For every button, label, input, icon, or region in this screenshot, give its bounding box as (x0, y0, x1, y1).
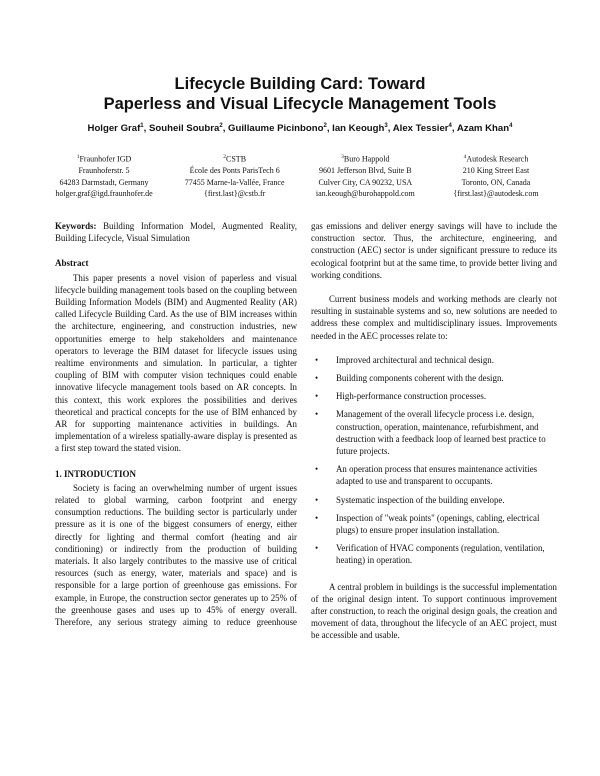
bullet-icon: • (315, 512, 319, 523)
bullet-icon: • (315, 354, 319, 365)
abstract-heading: Abstract (55, 258, 89, 269)
author-name: Alex Tessier (392, 123, 449, 135)
affiliation-number: 1 (76, 154, 80, 160)
bullet-icon: • (315, 391, 319, 402)
improvements-list (311, 354, 557, 567)
author (149, 123, 223, 134)
title-line-2: Paperless and Visual Lifecycle Management Tools (103, 95, 497, 113)
list-item-text: Management of the overall lifecycle process i.e. design, construction, operation, maintenance, refurbishment, and destruction with a feedback loop of learned best practice to future projects. (336, 409, 546, 457)
author (332, 123, 388, 134)
bullet-icon: • (315, 373, 319, 384)
affiliation-city: Toronto, ON, Canada (461, 177, 531, 187)
author-name: Azam Khan (456, 123, 510, 135)
left-column (55, 220, 297, 628)
affiliation (301, 152, 429, 200)
author-name: Holger Graf (87, 123, 141, 135)
affiliation-number: 4 (463, 154, 467, 160)
affiliation (171, 152, 299, 200)
list-item (311, 494, 557, 506)
bullet-icon: • (315, 409, 319, 420)
keywords-label: Keywords: (55, 221, 97, 231)
affiliation-address: 9601 Jefferson Blvd, Suite B (319, 166, 412, 176)
affiliation (432, 152, 560, 200)
author-name: Ian Keough (332, 123, 385, 135)
list-item-text: Building components coherent with the design. (336, 373, 504, 384)
keywords-text: Building Information Model, Augmented Reality, Building Lifecycle, Visual Simulation (55, 221, 298, 244)
list-item-text: Improved architectural and technical design. (336, 354, 494, 365)
list-item-text: An operation process that ensures maintenance activities adapted to use and transparent to occupants. (336, 464, 538, 487)
author-name: Souheil Soubra (148, 123, 220, 135)
abstract-text: This paper presents a novel vision of paperless and visual lifecycle building management tools based on the coupling between Building Information Models (BIM) and Augmented Reality (AR) called Lifecycle Building Card. As the use of BIM increases within the architecture, engineering, and construction industries, new opportunities emerge to help stakeholders and maintenance operators to leverage the BIM dataset for lifecycle issues using realtime environments and simulation. In particular, a tighter coupling of BIM with computer vision techniques could enable innovative lifecycle management tools based on AR concepts. In this context, this work explores the possibilities and derives theoretical and practical concepts for the use of BIM enhanced by AR for supporting maintenance activities in buildings. An implementation of a wireless spatially-aware display is presented as a first step toward the stated vision. (55, 272, 297, 454)
affiliation-email: {first.last}@cstb.fr (204, 189, 266, 199)
list-item-text: Inspection of "weak points" (openings, cabling, electrical plugs) to ensure proper insulation installation. (336, 512, 540, 536)
author-affiliation-number: 4 (509, 123, 513, 129)
author-affiliation-number: 3 (384, 123, 388, 129)
bullet-icon: • (315, 543, 319, 554)
affiliation-email: ian.keough@burohappold.com (315, 189, 415, 199)
affiliation-number: 2 (223, 154, 227, 160)
author (457, 123, 513, 134)
list-item (311, 408, 557, 457)
affiliation-city: Culver City, CA 90232, USA (318, 177, 413, 187)
author-name: Guillaume Picinbono (228, 123, 324, 135)
keywords (55, 220, 297, 244)
list-item-text: Systematic inspection of the building envelope. (336, 494, 505, 505)
affiliation-org (40, 152, 168, 165)
affiliation-org (301, 152, 429, 165)
intro-paragraph-1: Society is facing an overwhelming number of urgent issues related to global warming, carbon footprint and energy consumption reductions. The building sector is particularly under pressure as it is one of the biggest consumers of energy, either directly for lighting and thermal comfort (heating and air conditioning) or indirectly from the production of building materials. It also largely contributes to the massive use of critical resources (such as energy, water, materials and space) and is responsible for a large portion of greenhouse gas emissions. For example, in Europe, the construction sector generates up to 25% of the greenhouse gases and uses up to 45% of energy overall. Therefore, any serious strategy aiming to reduce greenhouse (55, 482, 297, 628)
intro-paragraph-2: Current business models and working methods are clearly not resulting in sustainable systems and so, new solutions are needed to address these complex and multidisciplinary issues. Improvements needed in the AEC processes relate to: (311, 294, 557, 341)
list-item (311, 463, 557, 487)
list-item (311, 512, 557, 536)
affiliation-address: 210 King Street East (462, 166, 530, 176)
affiliation-number: 3 (341, 154, 344, 160)
author-list: Holger Graf$^1$, Souheil Soubra$^2$, Guillaume Picinbono$^2$, Ian Keough$^3$, Alex Tessier$^4$, Azam Khan$^4$ (87, 123, 513, 135)
affiliation-org-name: Buro Happold (343, 154, 390, 164)
section-heading-introduction: 1. INTRODUCTION (55, 468, 137, 479)
bullet-icon: • (315, 464, 319, 475)
affiliation-org-name: Fraunhofer IGD (79, 154, 132, 164)
list-item-text: High-performance construction processes. (336, 391, 487, 402)
paper-title (0, 74, 600, 114)
right-column (311, 220, 557, 642)
title-line-1: Lifecycle Building Card: Toward (174, 75, 426, 93)
affiliation-city: 77455 Marne-la-Vallée, France (184, 177, 285, 187)
author-affiliation-number: 2 (323, 123, 327, 129)
affiliation-org (432, 152, 560, 165)
affiliation-org-name: Autodesk Research (466, 154, 529, 164)
affiliation-org-name: CSTB (226, 154, 247, 164)
affiliation-org (171, 152, 299, 165)
affiliation-address: Fraunhoferstr. 5 (78, 166, 130, 176)
affiliation-email: {first.last}@autodesk.com (453, 189, 539, 199)
affiliation (40, 152, 168, 200)
author (88, 123, 144, 134)
list-item (311, 390, 557, 402)
author-affiliation-number: 1 (140, 123, 144, 129)
intro-paragraph-1-continued: gas emissions and deliver energy savings will have to include the construction sector. Thus, the architecture, engineering, and construction (AEC) sector is under significant pressure to reduce its ecological footprint but at the same time, to provide better living and working conditions. (311, 221, 557, 280)
author (228, 123, 327, 134)
list-item-text: Verification of HVAC components (regulation, ventilation, heating) in operation. (336, 543, 545, 566)
affiliations (40, 152, 560, 200)
intro-paragraph-3: A central problem in buildings is the successful implementation of the original design intent. To support continuous improvement after construction, to reach the original design goals, the creation and movement of data, throughout the lifecycle of an AEC project, must be accessible and usable. (311, 581, 557, 641)
list-item (311, 354, 557, 366)
author-affiliation-number: 2 (219, 123, 223, 129)
author (393, 123, 452, 134)
affiliation-email: holger.graf@igd.fraunhofer.de (55, 189, 153, 199)
affiliation-city: 64283 Darmstadt, Germany (59, 177, 149, 187)
affiliation-address: École des Ponts ParisTech 6 (189, 166, 280, 176)
list-item (311, 372, 557, 384)
bullet-icon: • (315, 494, 319, 505)
list-item (311, 542, 557, 566)
author-affiliation-number: 4 (448, 123, 452, 129)
